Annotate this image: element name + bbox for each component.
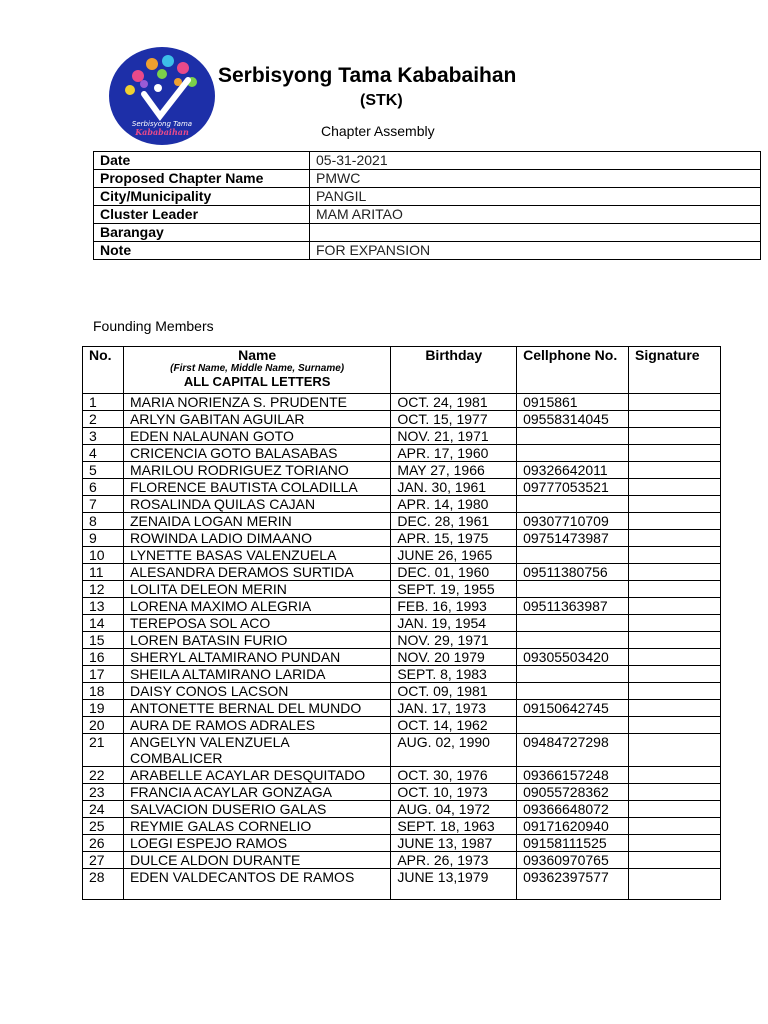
member-name: CRICENCIA GOTO BALASABAS [123,445,390,462]
member-signature [629,666,721,683]
member-cellphone: 09777053521 [517,479,629,496]
member-birthday: JAN. 19, 1954 [391,615,517,632]
member-no: 22 [83,767,124,784]
info-value: PMWC [310,170,761,188]
member-cellphone [517,717,629,734]
info-value: PANGIL [310,188,761,206]
member-name: LOREN BATASIN FURIO [123,632,390,649]
member-row [83,598,721,615]
member-row [83,649,721,666]
logo-text-bottom: Kababaihan [135,127,189,137]
member-cellphone: 09158111525 [517,835,629,852]
member-birthday: NOV. 20 1979 [391,649,517,666]
member-cellphone [517,683,629,700]
member-cellphone: 09305503420 [517,649,629,666]
member-no: 10 [83,547,124,564]
member-signature [629,394,721,411]
member-cellphone [517,666,629,683]
col-name-label: Name [238,347,277,363]
member-birthday: JUNE 13, 1987 [391,835,517,852]
member-cellphone: 09360970765 [517,852,629,869]
member-name: LOEGI ESPEJO RAMOS [123,835,390,852]
member-signature [629,683,721,700]
founding-members-label: Founding Members [93,318,214,334]
member-signature [629,445,721,462]
member-cellphone: 09362397577 [517,869,629,900]
member-cellphone [517,581,629,598]
member-birthday: JUNE 26, 1965 [391,547,517,564]
member-signature [629,835,721,852]
info-value: 05-31-2021 [310,152,761,170]
member-no: 21 [83,734,124,767]
member-signature [629,428,721,445]
member-signature [629,852,721,869]
member-no: 6 [83,479,124,496]
member-row [83,852,721,869]
member-no: 2 [83,411,124,428]
member-birthday: DEC. 01, 1960 [391,564,517,581]
info-row [94,224,761,242]
member-birthday: JAN. 30, 1961 [391,479,517,496]
member-birthday: FEB. 16, 1993 [391,598,517,615]
member-name: LOLITA DELEON MERIN [123,581,390,598]
member-cellphone: 09326642011 [517,462,629,479]
member-no: 15 [83,632,124,649]
member-cellphone: 09484727298 [517,734,629,767]
member-no: 26 [83,835,124,852]
member-row [83,835,721,852]
member-signature [629,581,721,598]
member-name: TEREPOSA SOL ACO [123,615,390,632]
members-header-row [83,347,721,394]
member-row [83,411,721,428]
member-signature [629,598,721,615]
member-cellphone: 09171620940 [517,818,629,835]
member-row [83,462,721,479]
member-row [83,666,721,683]
member-no: 4 [83,445,124,462]
member-birthday: DEC. 28, 1961 [391,513,517,530]
member-signature [629,700,721,717]
member-signature [629,564,721,581]
member-signature [629,632,721,649]
member-row [83,496,721,513]
member-name: LORENA MAXIMO ALEGRIA [123,598,390,615]
member-birthday: AUG. 02, 1990 [391,734,517,767]
member-cellphone [517,445,629,462]
member-name: FLORENCE BAUTISTA COLADILLA [123,479,390,496]
member-row [83,767,721,784]
member-birthday: OCT. 09, 1981 [391,683,517,700]
member-signature [629,462,721,479]
member-row [83,801,721,818]
member-no: 28 [83,869,124,900]
member-birthday: AUG. 04, 1972 [391,801,517,818]
member-birthday: JAN. 17, 1973 [391,700,517,717]
member-birthday: APR. 26, 1973 [391,852,517,869]
member-birthday: OCT. 15, 1977 [391,411,517,428]
member-name: ROWINDA LADIO DIMAANO [123,530,390,547]
member-cellphone [517,632,629,649]
member-row [83,394,721,411]
member-cellphone: 09366157248 [517,767,629,784]
member-row [83,547,721,564]
member-name: ANGELYN VALENZUELA COMBALICER [123,734,390,767]
org-title: Serbisyong Tama Kababaihan [218,64,517,87]
member-birthday: SEPT. 19, 1955 [391,581,517,598]
member-cellphone: 09307710709 [517,513,629,530]
member-signature [629,615,721,632]
info-row [94,242,761,260]
member-signature [629,801,721,818]
col-name-hint: (First Name, Middle Name, Surname) [170,363,345,374]
col-birthday: Birthday [391,347,517,394]
col-no: No. [83,347,124,394]
member-name: SHERYL ALTAMIRANO PUNDAN [123,649,390,666]
member-name: SALVACION DUSERIO GALAS [123,801,390,818]
info-row [94,206,761,224]
member-cellphone: 09150642745 [517,700,629,717]
member-row [83,700,721,717]
member-birthday: APR. 17, 1960 [391,445,517,462]
member-no: 16 [83,649,124,666]
member-name: MARILOU RODRIGUEZ TORIANO [123,462,390,479]
col-cellphone: Cellphone No. [517,347,629,394]
member-name: ARLYN GABITAN AGUILAR [123,411,390,428]
member-cellphone [517,615,629,632]
member-name: DAISY CONOS LACSON [123,683,390,700]
member-no: 1 [83,394,124,411]
member-row [83,683,721,700]
member-row [83,869,721,900]
member-birthday: SEPT. 8, 1983 [391,666,517,683]
member-birthday: OCT. 30, 1976 [391,767,517,784]
member-name: ARABELLE ACAYLAR DESQUITADO [123,767,390,784]
member-no: 20 [83,717,124,734]
member-name: SHEILA ALTAMIRANO LARIDA [123,666,390,683]
member-cellphone: 0915861 [517,394,629,411]
member-row [83,564,721,581]
member-birthday: JUNE 13,1979 [391,869,517,900]
member-cellphone: 09751473987 [517,530,629,547]
member-no: 17 [83,666,124,683]
info-value: MAM ARITAO [310,206,761,224]
member-row [83,734,721,767]
member-no: 23 [83,784,124,801]
member-name: ALESANDRA DERAMOS SURTIDA [123,564,390,581]
member-name: DULCE ALDON DURANTE [123,852,390,869]
info-label: Cluster Leader [94,206,310,224]
member-signature [629,547,721,564]
member-name: ZENAIDA LOGAN MERIN [123,513,390,530]
member-row [83,581,721,598]
org-acronym: (STK) [360,92,403,109]
info-label: Date [94,152,310,170]
member-cellphone: 09511380756 [517,564,629,581]
member-signature [629,513,721,530]
member-name: EDEN NALAUNAN GOTO [123,428,390,445]
member-cellphone: 09558314045 [517,411,629,428]
member-no: 14 [83,615,124,632]
member-row [83,632,721,649]
member-signature [629,734,721,767]
member-signature [629,649,721,666]
member-row [83,530,721,547]
info-label: Barangay [94,224,310,242]
member-no: 12 [83,581,124,598]
member-name: MARIA NORIENZA S. PRUDENTE [123,394,390,411]
member-name: FRANCIA ACAYLAR GONZAGA [123,784,390,801]
member-cellphone: 09511363987 [517,598,629,615]
info-label: City/Municipality [94,188,310,206]
member-no: 13 [83,598,124,615]
members-table [82,346,721,900]
member-row [83,445,721,462]
member-cellphone [517,496,629,513]
member-birthday: SEPT. 18, 1963 [391,818,517,835]
member-signature [629,530,721,547]
stk-logo [108,46,216,146]
member-no: 27 [83,852,124,869]
member-birthday: MAY 27, 1966 [391,462,517,479]
member-no: 18 [83,683,124,700]
member-signature [629,818,721,835]
chapter-info-table [93,151,761,260]
member-signature [629,411,721,428]
member-name: ROSALINDA QUILAS CAJAN [123,496,390,513]
member-no: 9 [83,530,124,547]
col-name-caps: ALL CAPITAL LETTERS [183,374,331,389]
member-row [83,428,721,445]
member-row [83,717,721,734]
member-name: AURA DE RAMOS ADRALES [123,717,390,734]
member-signature [629,869,721,900]
member-birthday: NOV. 21, 1971 [391,428,517,445]
member-birthday: APR. 14, 1980 [391,496,517,513]
member-no: 19 [83,700,124,717]
member-name: EDEN VALDECANTOS DE RAMOS [123,869,390,900]
member-row [83,513,721,530]
doc-type: Chapter Assembly [321,123,435,139]
logo-text-top: Serbisyong Tama [131,120,193,128]
info-row [94,152,761,170]
member-no: 24 [83,801,124,818]
member-cellphone [517,428,629,445]
member-row [83,784,721,801]
member-signature [629,479,721,496]
info-label: Proposed Chapter Name [94,170,310,188]
member-birthday: NOV. 29, 1971 [391,632,517,649]
member-no: 5 [83,462,124,479]
member-name: REYMIE GALAS CORNELIO [123,818,390,835]
member-signature [629,717,721,734]
member-row [83,479,721,496]
info-row [94,170,761,188]
member-signature [629,767,721,784]
member-cellphone [517,547,629,564]
member-row [83,615,721,632]
member-birthday: OCT. 10, 1973 [391,784,517,801]
member-name: ANTONETTE BERNAL DEL MUNDO [123,700,390,717]
member-no: 3 [83,428,124,445]
member-birthday: APR. 15, 1975 [391,530,517,547]
member-row [83,818,721,835]
member-name: LYNETTE BASAS VALENZUELA [123,547,390,564]
info-value [310,224,761,242]
member-no: 25 [83,818,124,835]
col-signature: Signature [629,347,721,394]
member-no: 7 [83,496,124,513]
info-value: FOR EXPANSION [310,242,761,260]
info-label: Note [94,242,310,260]
member-no: 8 [83,513,124,530]
member-cellphone: 09055728362 [517,784,629,801]
member-signature [629,784,721,801]
member-birthday: OCT. 24, 1981 [391,394,517,411]
member-cellphone: 09366648072 [517,801,629,818]
info-row [94,188,761,206]
member-signature [629,496,721,513]
col-name [123,347,390,394]
member-no: 11 [83,564,124,581]
member-birthday: OCT. 14, 1962 [391,717,517,734]
